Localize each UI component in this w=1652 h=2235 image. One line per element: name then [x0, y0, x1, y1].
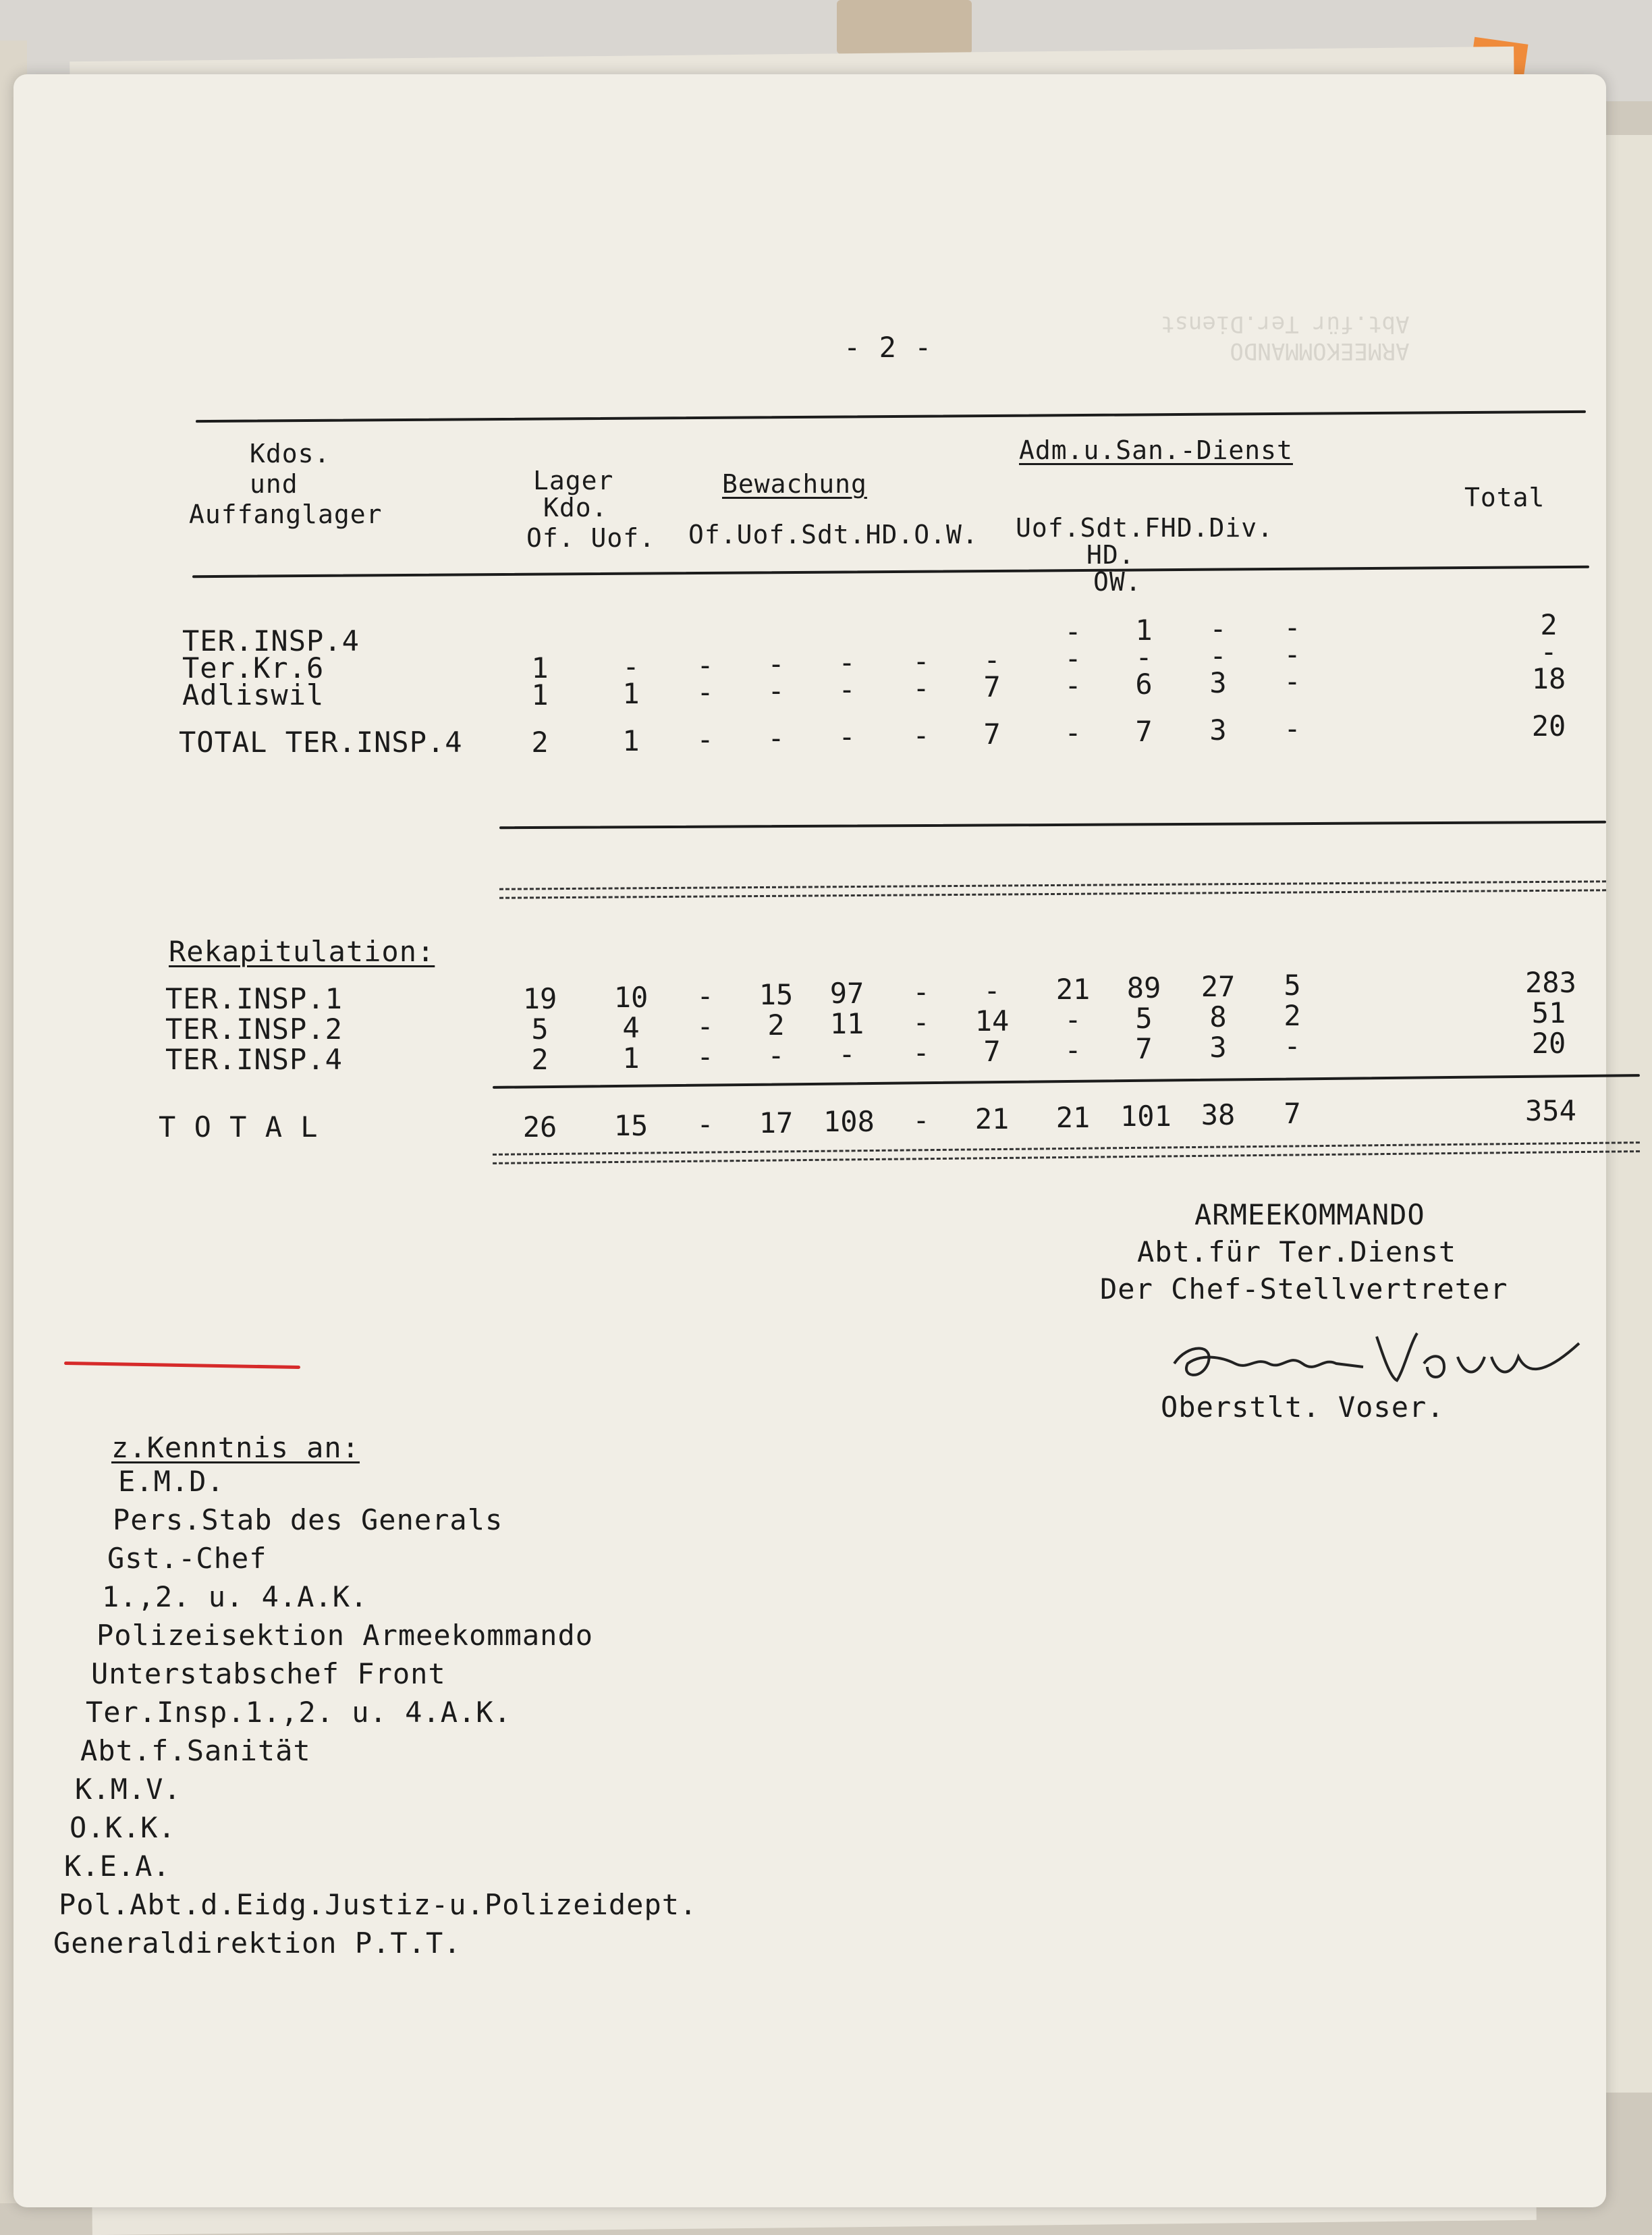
- rekap-total-row-label: T O T A L: [159, 1110, 319, 1143]
- distribution-item: Pers.Stab des Generals: [113, 1503, 503, 1536]
- rekap-row-cell: -: [983, 974, 1001, 1007]
- table-row-cell: -: [1064, 642, 1082, 675]
- rekap-row-total: 20: [1531, 1027, 1566, 1060]
- rekap-row-cell: 19: [522, 982, 557, 1015]
- distribution-item: K.E.A.: [64, 1850, 171, 1883]
- header-lager-2: Kdo.: [543, 493, 608, 522]
- rekap-total-row-cell: 21: [1055, 1101, 1091, 1134]
- distribution-item: 1.,2. u. 4.A.K.: [102, 1580, 368, 1613]
- table-row-cell: 6: [1135, 668, 1153, 701]
- table-row-cell: -: [912, 672, 930, 705]
- rekap-row-cell: 10: [613, 981, 649, 1014]
- rekap-row-cell: -: [1284, 1029, 1301, 1062]
- rekap-row-cell: 2: [1284, 999, 1301, 1032]
- rekap-row-cell: 5: [531, 1013, 549, 1046]
- distribution-item: Gst.-Chef: [107, 1542, 267, 1575]
- rekap-row-cell: 4: [622, 1011, 640, 1044]
- table-row-cell: -: [1209, 639, 1227, 672]
- rekap-row-cell: 3: [1209, 1031, 1227, 1064]
- table-row-cell: -: [1284, 611, 1301, 644]
- rekap-row-cell: -: [696, 979, 714, 1013]
- rekap-row-cell: -: [838, 1038, 856, 1071]
- rekap-row-cell: 5: [1284, 969, 1301, 1002]
- rekap-row-cell: -: [696, 1040, 714, 1073]
- table-row-total: 18: [1531, 662, 1566, 695]
- table-total-row-cell: 7: [1135, 715, 1153, 748]
- rekap-total-row-cell: 38: [1201, 1098, 1236, 1131]
- rekap-row-cell: 2: [531, 1043, 549, 1076]
- sign-line-1: ARMEEKOMMANDO: [1194, 1198, 1425, 1231]
- table-row-label: Ter.Kr.6: [182, 651, 325, 684]
- header-top-rule: [196, 410, 1586, 423]
- rekap-row-cell: 89: [1126, 971, 1161, 1004]
- rekap-total-row-cell: 15: [613, 1109, 649, 1142]
- table-total-row-cell: -: [1064, 716, 1082, 749]
- rekap-row-cell: -: [912, 975, 930, 1008]
- table-total-row-cell: -: [838, 720, 856, 753]
- rekap-row-cell: 2: [767, 1008, 785, 1042]
- rekap-row-cell: 5: [1135, 1002, 1153, 1035]
- tape-strip: [837, 0, 972, 54]
- rekap-row-cell: -: [1064, 1033, 1082, 1067]
- header-sub-adm-1: Uof.Sdt.FHD.Div.: [1016, 513, 1274, 543]
- table-row-cell: -: [838, 673, 856, 706]
- table-row-cell: 1: [531, 678, 549, 711]
- distribution-item: Generaldirektion P.T.T.: [53, 1927, 462, 1960]
- table-row-cell: -: [1284, 665, 1301, 698]
- table-row-label: Adliswil: [182, 678, 325, 711]
- table-row-total: -: [1540, 635, 1558, 668]
- table-row-cell: -: [622, 650, 640, 683]
- table-row-total: 2: [1540, 608, 1558, 641]
- double-rule-1: [499, 880, 1606, 898]
- rekap-row-cell: 1: [622, 1042, 640, 1075]
- table-row-cell: 7: [983, 670, 1001, 703]
- table-total-row-total: 20: [1531, 709, 1566, 743]
- header-adm: Adm.u.San.-Dienst: [1019, 435, 1293, 465]
- table-row-cell: -: [1135, 641, 1153, 674]
- distribution-item: K.M.V.: [75, 1773, 182, 1806]
- rekap-total-row-cell: 101: [1120, 1100, 1172, 1133]
- rekap-total-row-cell: 7: [1284, 1097, 1301, 1130]
- sign-line-2: Abt.für Ter.Dienst: [1137, 1235, 1457, 1268]
- table-total-row-label: TOTAL TER.INSP.4: [179, 726, 463, 759]
- table-row-cell: -: [838, 646, 856, 679]
- header-bewachung: Bewachung: [722, 469, 867, 499]
- table-row-cell: -: [696, 676, 714, 709]
- rekap-total-row-cell: 108: [823, 1105, 875, 1138]
- distribution-item: Ter.Insp.1.,2. u. 4.A.K.: [86, 1696, 512, 1729]
- rekap-total-row-cell: -: [912, 1104, 930, 1137]
- rekap-row-label: TER.INSP.2: [165, 1013, 343, 1046]
- rekap-row-cell: 7: [983, 1035, 1001, 1068]
- rekap-row-cell: 8: [1209, 1000, 1227, 1033]
- page-number: - 2 -: [844, 331, 933, 364]
- rekap-row-cell: 7: [1135, 1032, 1153, 1065]
- rekap-row-cell: 11: [829, 1007, 864, 1040]
- double-rule-2: [493, 1141, 1640, 1164]
- table-row-cell: -: [1064, 615, 1082, 648]
- table-row-cell: -: [1209, 612, 1227, 645]
- rekap-row-cell: 21: [1055, 973, 1091, 1006]
- rekap-row-cell: -: [912, 1036, 930, 1069]
- distribution-item: Pol.Abt.d.Eidg.Justiz-u.Polizeidept.: [59, 1888, 698, 1921]
- header-lager-1: Lager: [533, 466, 614, 495]
- table-row-cell: 1: [531, 651, 549, 684]
- table-row-cell: -: [912, 645, 930, 678]
- header-kdos-2: und: [250, 469, 298, 499]
- table-row-cell: -: [696, 649, 714, 682]
- table-row-cell: 3: [1209, 666, 1227, 699]
- sign-line-3: Der Chef-Stellvertreter: [1100, 1272, 1508, 1305]
- header-sub-lager: Of. Uof.: [526, 523, 656, 553]
- bleed-through-text: ARMEEKOMMANDO Abt.für Ter.Dienst: [1161, 311, 1410, 365]
- table-row-cell: -: [767, 647, 785, 680]
- header-kdos-1: Kdos.: [250, 439, 331, 468]
- rekap-total-row-cell: 17: [759, 1106, 794, 1139]
- table-row-cell: -: [1064, 669, 1082, 702]
- rekap-total-row-total: 354: [1525, 1094, 1576, 1127]
- table-total-row-cell: -: [912, 719, 930, 752]
- distribution-item: O.K.K.: [70, 1811, 176, 1844]
- table-row-cell: 1: [1135, 614, 1153, 647]
- rekap-row-label: TER.INSP.1: [165, 982, 343, 1015]
- table-total-row-cell: 3: [1209, 713, 1227, 747]
- table-total-row-cell: -: [1284, 712, 1301, 745]
- document-page: [13, 74, 1606, 2207]
- rekap-row-cell: 97: [829, 977, 864, 1010]
- rekap-total-row-cell: -: [696, 1108, 714, 1141]
- rekap-total-row-cell: 26: [522, 1110, 557, 1143]
- subtotal-rule: [499, 821, 1606, 830]
- header-sub-bewachung: Of.Uof.Sdt.HD.O.W.: [688, 520, 979, 549]
- table-total-row-cell: -: [767, 722, 785, 755]
- rekap-row-cell: 14: [974, 1004, 1010, 1038]
- rekap-row-total: 51: [1531, 996, 1566, 1029]
- table-total-row-cell: 1: [622, 724, 640, 757]
- table-total-row-cell: 2: [531, 726, 549, 759]
- header-sub-adm-3: OW.: [1093, 567, 1142, 597]
- distribution-item: E.M.D.: [118, 1465, 225, 1498]
- table-row-cell: -: [1284, 638, 1301, 671]
- rekap-total-row-cell: 21: [974, 1102, 1010, 1135]
- table-row-cell: -: [983, 643, 1001, 676]
- table-total-row-cell: 7: [983, 718, 1001, 751]
- distribution-item: Polizeisektion Armeekommando: [97, 1619, 594, 1652]
- table-row-cell: -: [767, 674, 785, 707]
- header-total: Total: [1464, 483, 1545, 512]
- distribution-item: Unterstabschef Front: [91, 1657, 446, 1690]
- rekap-rule: [493, 1074, 1640, 1089]
- header-sub-adm-2: HD.: [1086, 540, 1135, 570]
- distribution-heading: z.Kenntnis an:: [111, 1431, 360, 1464]
- rekap-row-cell: -: [1064, 1003, 1082, 1036]
- header-bottom-rule: [192, 566, 1589, 578]
- rekap-row-cell: -: [696, 1010, 714, 1043]
- rekap-row-label: TER.INSP.4: [165, 1043, 343, 1076]
- sign-name: Oberstlt. Voser.: [1161, 1391, 1445, 1424]
- rekap-row-cell: -: [912, 1006, 930, 1039]
- rekap-row-cell: -: [767, 1039, 785, 1072]
- rekap-heading: Rekapitulation:: [169, 935, 435, 968]
- rekap-row-cell: 27: [1201, 970, 1236, 1003]
- table-row-label: TER.INSP.4: [182, 624, 360, 657]
- header-kdos-3: Auffanglager: [189, 500, 383, 529]
- distribution-item: Abt.f.Sanität: [80, 1734, 311, 1767]
- table-total-row-cell: -: [696, 723, 714, 756]
- rekap-row-total: 283: [1525, 966, 1576, 999]
- table-row-cell: 1: [622, 677, 640, 710]
- rekap-row-cell: 15: [759, 978, 794, 1011]
